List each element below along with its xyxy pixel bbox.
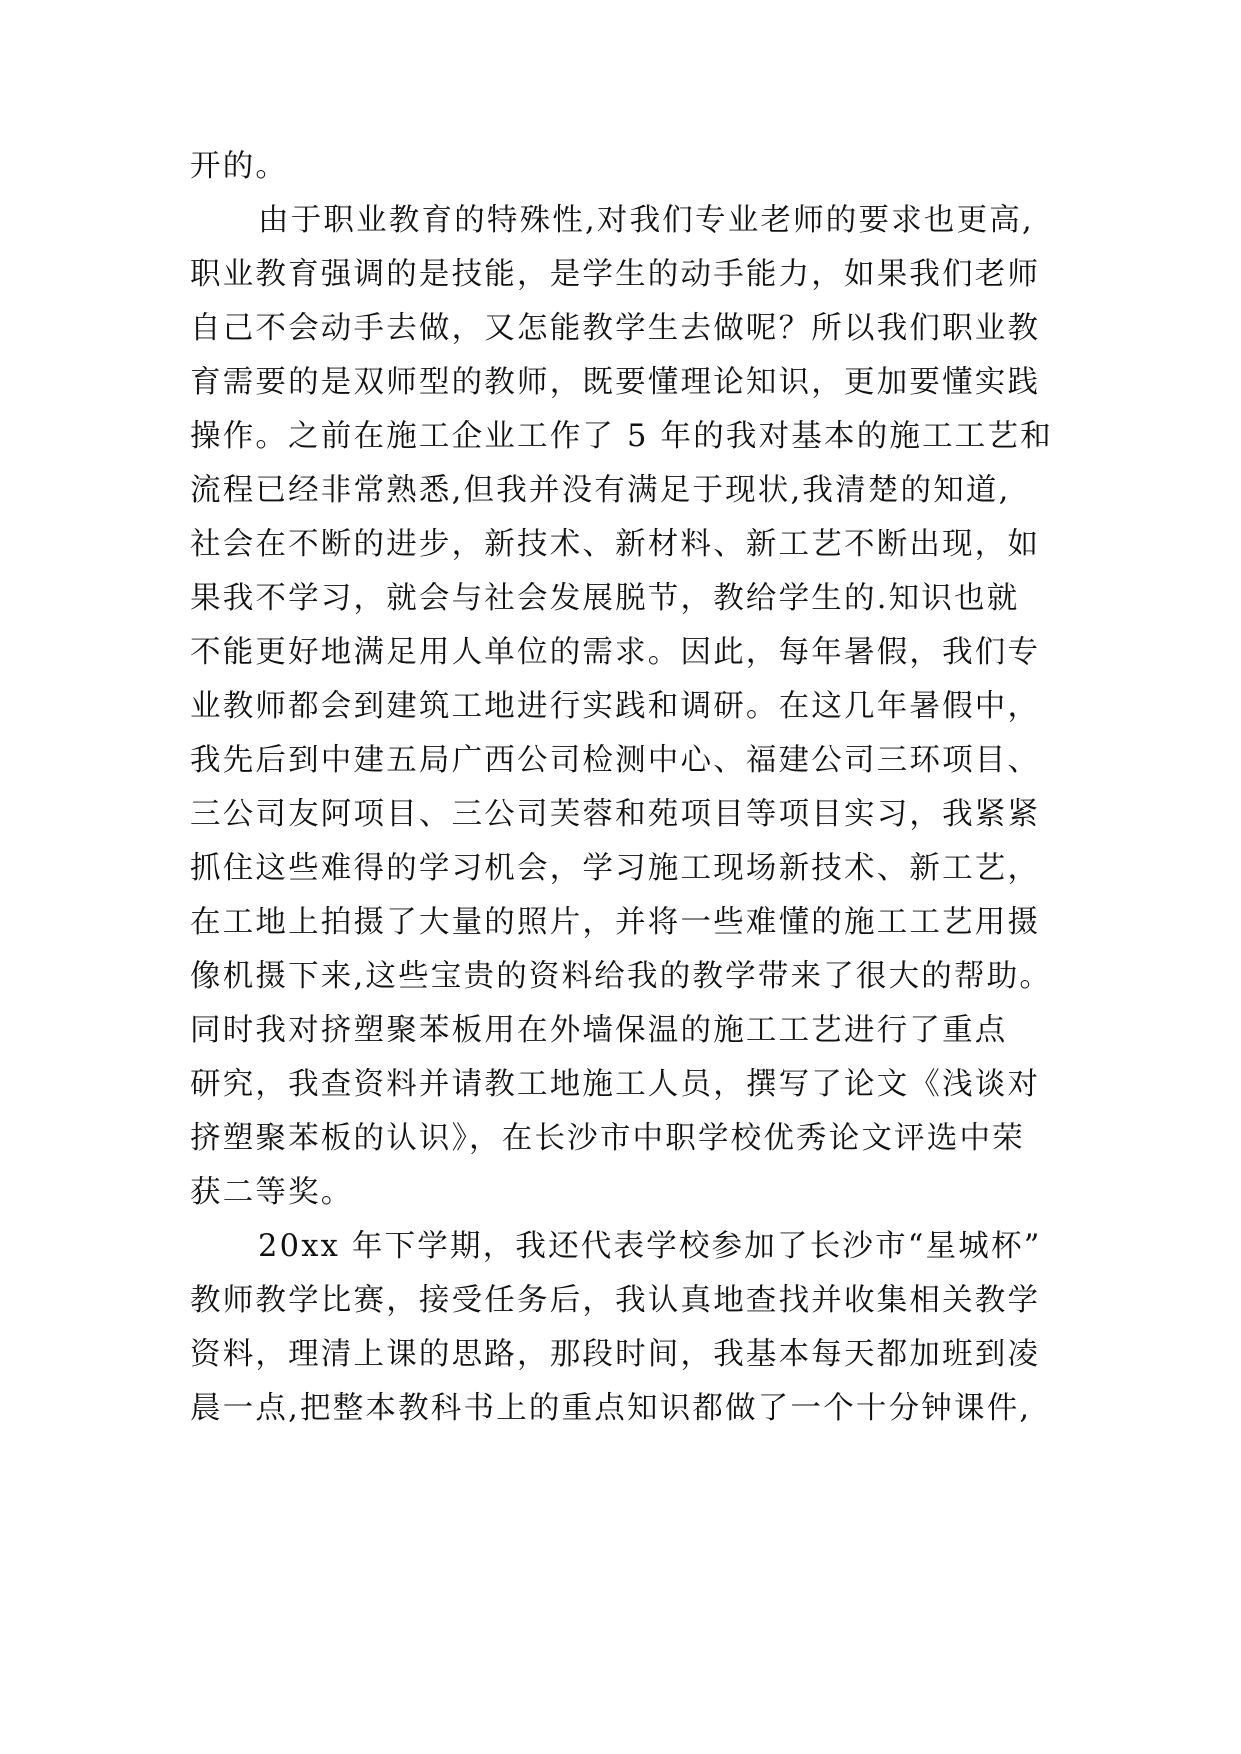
text-line: 挤塑聚苯板的认识》，在长沙市中职学校优秀论文评选中荣: [190, 1121, 1025, 1156]
text-line: 我先后到中建五局广西公司检测中心、福建公司三环项目、: [190, 743, 1041, 778]
text-line: 教师教学比赛，接受任务后，我认真地查找并收集相关教学: [190, 1283, 1041, 1318]
text-line: 像机摄下来,这些宝贵的资料给我的教学带来了很大的帮助。: [190, 959, 1053, 994]
text-line: 资料，理清上课的思路，那段时间，我基本每天都加班到凌: [190, 1337, 1041, 1372]
text-line: 开的。: [190, 149, 289, 184]
text-line: 同时我对挤塑聚苯板用在外墙保温的施工工艺进行了重点: [190, 1013, 1008, 1048]
text-line: 抓住这些难得的学习机会，学习施工现场新技术、新工艺，: [190, 851, 1041, 886]
text-line: 育需要的是双师型的教师，既要懂理论知识，更加要懂实践: [190, 365, 1041, 400]
text-line: 职业教育强调的是技能，是学生的动手能力，如果我们老师: [190, 257, 1041, 292]
text-line: 不能更好地满足用人单位的需求。因此，每年暑假，我们专: [190, 635, 1041, 670]
text-line: 自己不会动手去做，又怎能教学生去做呢？所以我们职业教: [190, 311, 1041, 346]
text-line: 流程已经非常熟悉,但我并没有满足于现状,我清楚的知道,: [190, 473, 1011, 508]
text-line: 果我不学习，就会与社会发展脱节，教给学生的.知识也就: [190, 581, 1020, 616]
text-line: 三公司友阿项目、三公司芙蓉和苑项目等项目实习，我紧紧: [190, 797, 1041, 832]
text-line: 业教师都会到建筑工地进行实践和调研。在这几年暑假中，: [190, 689, 1041, 724]
paragraph-first-line: 20xx 年下学期，我还代表学校参加了长沙市“星城杯”: [258, 1229, 1042, 1264]
text-line: 操作。之前在施工企业工作了 5 年的我对基本的施工工艺和: [190, 419, 1053, 454]
text-line: 社会在不断的进步，新技术、新材料、新工艺不断出现，如: [190, 527, 1041, 562]
text-line: 获二等奖。: [190, 1175, 354, 1210]
text-line: 在工地上拍摄了大量的照片，并将一些难懂的施工工艺用摄: [190, 905, 1041, 940]
text-line: 研究，我查资料并请教工地施工人员，撰写了论文《浅谈对: [190, 1067, 1041, 1102]
text-line: 晨一点,把整本教科书上的重点知识都做了一个十分钟课件,: [190, 1391, 1032, 1426]
paragraph-first-line: 由于职业教育的特殊性,对我们专业老师的要求也更高,: [258, 203, 1034, 238]
